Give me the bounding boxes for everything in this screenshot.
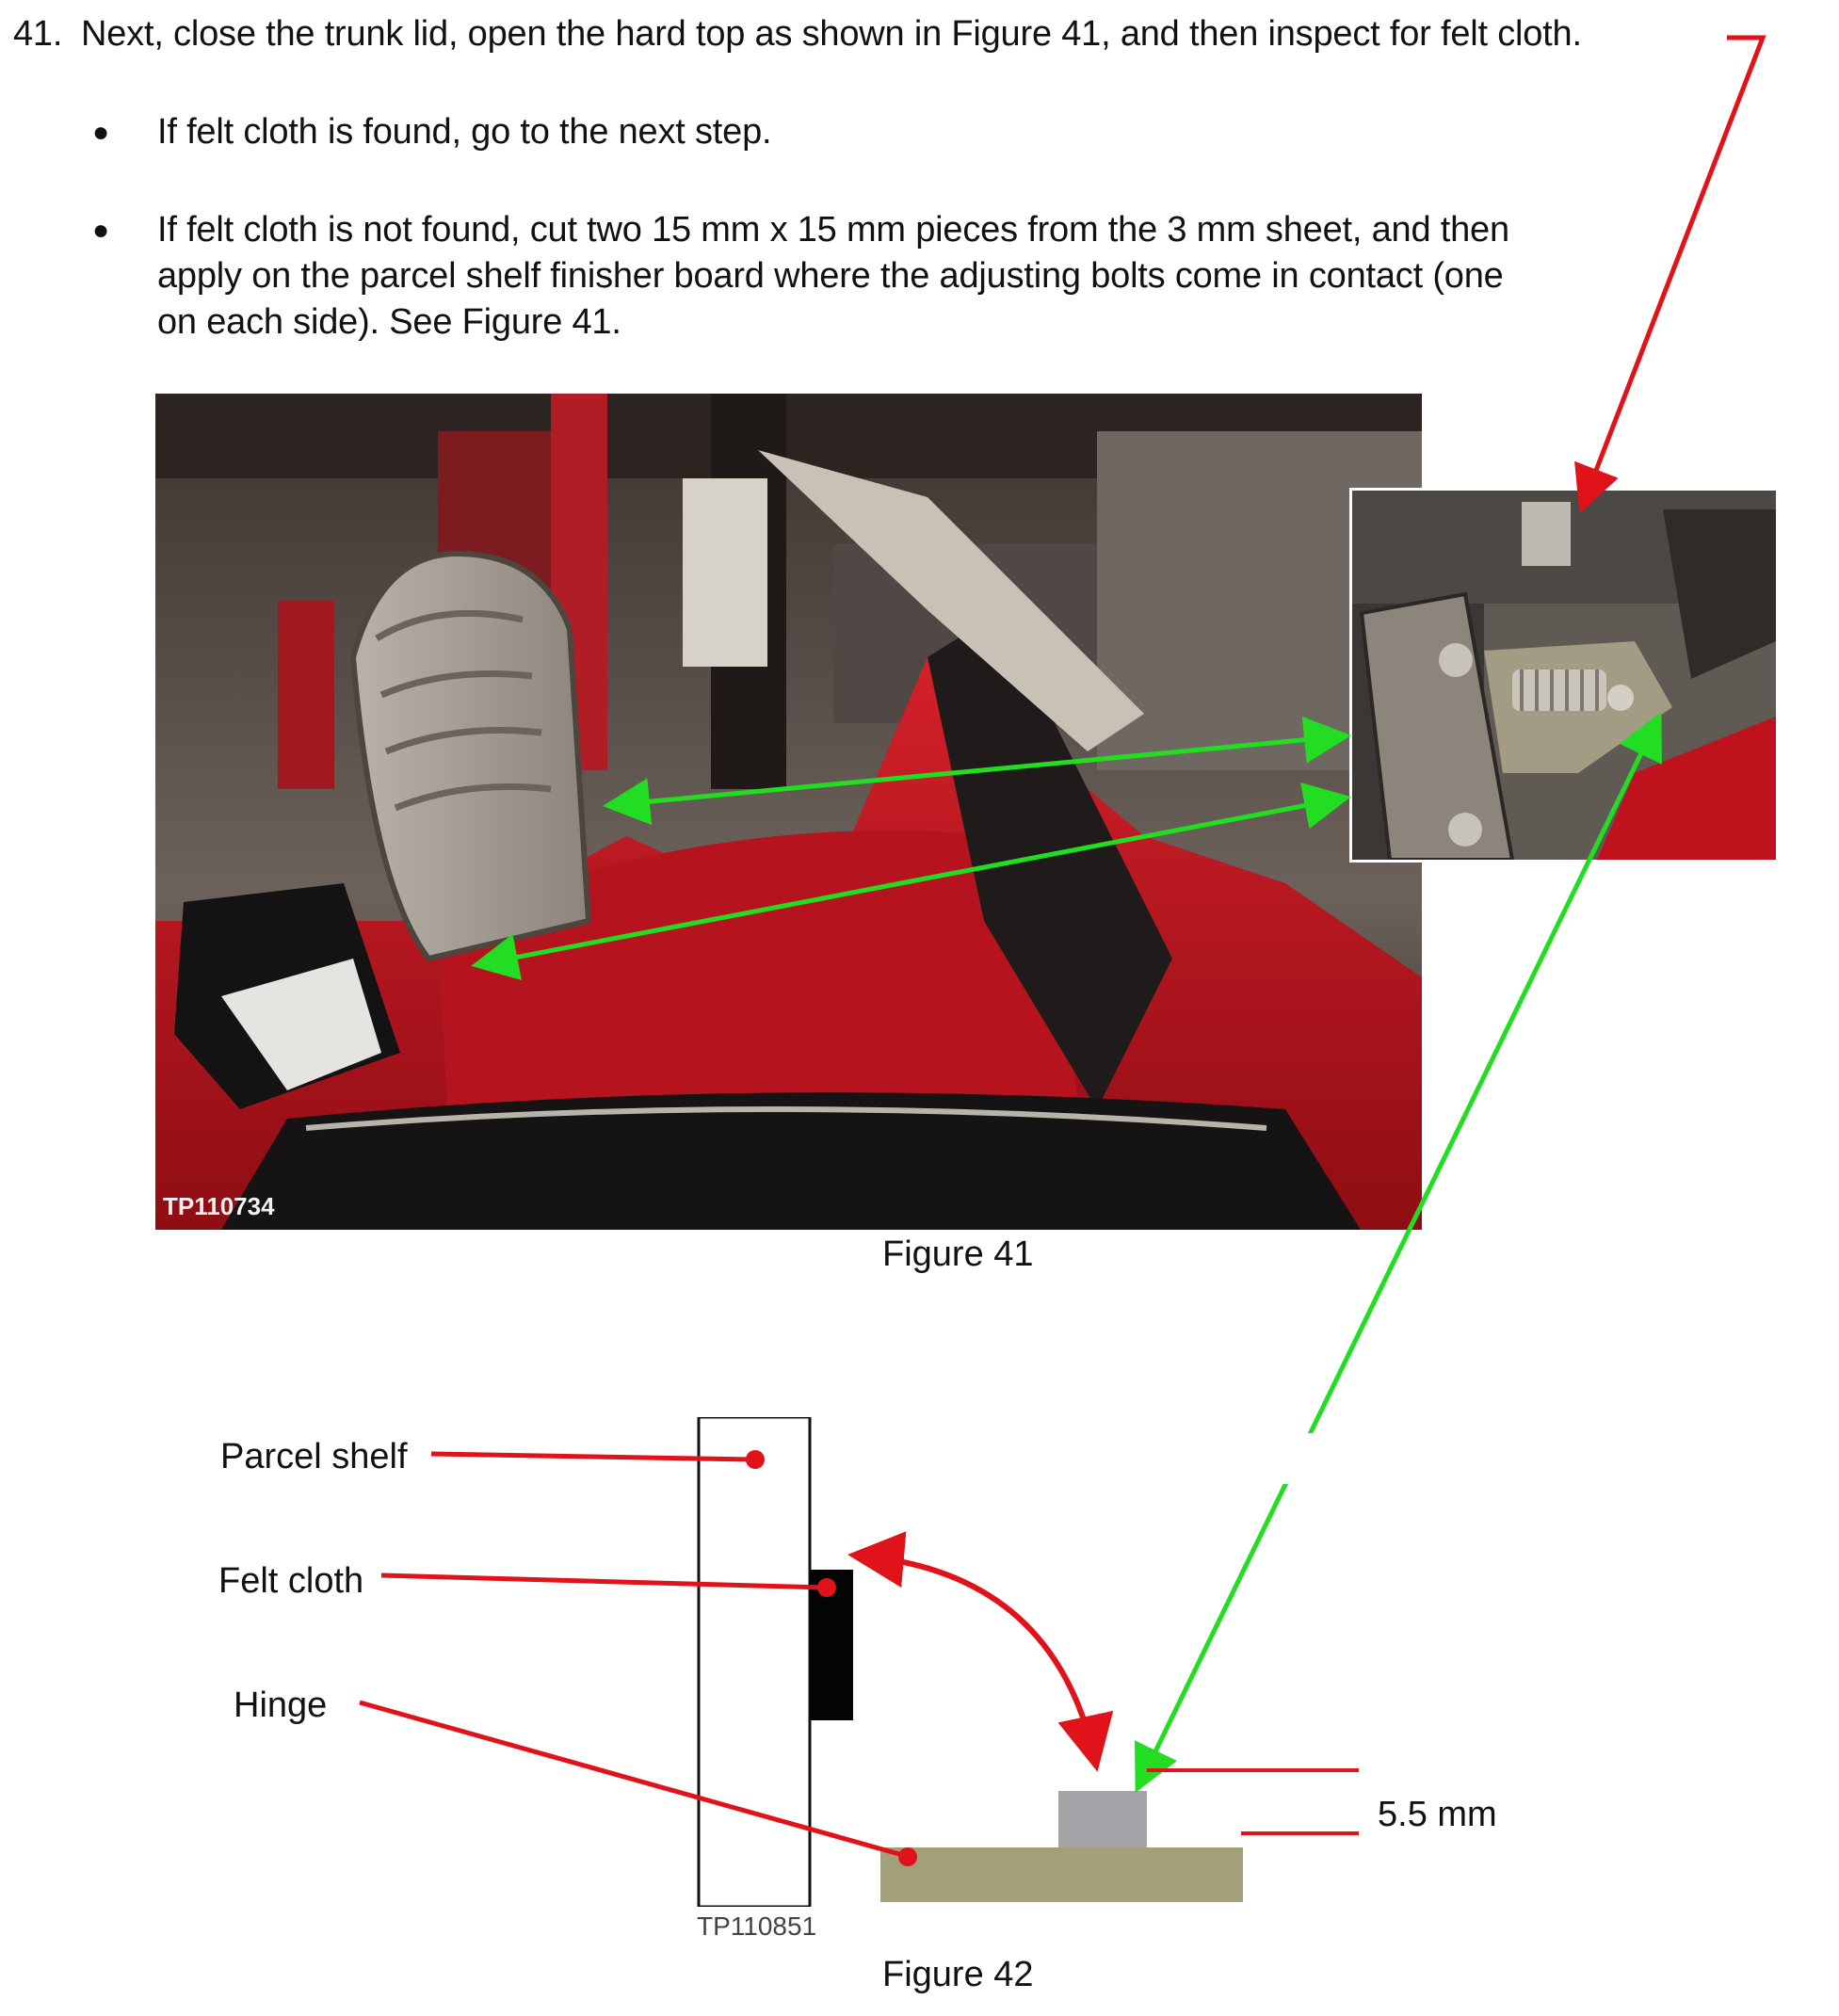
hinge-leader	[360, 1702, 906, 1856]
step-number: 41.	[13, 14, 63, 54]
bullet-dot-icon: ●	[92, 215, 109, 246]
felt-cloth-dot	[817, 1578, 836, 1597]
green-arrow-lower	[480, 798, 1342, 964]
green-arrow-upper	[612, 736, 1342, 805]
parcel-shelf-dot	[746, 1450, 765, 1469]
parcel-shelf-label: Parcel shelf	[220, 1437, 408, 1476]
hinge-dot	[898, 1847, 917, 1866]
bullet-text: If felt cloth is not found, cut two 15 mm x 15 mm pieces from the 3 mm sheet, and then apply on the parcel shelf finisher board where the adjusting bolts come in contact (one on each side). See Figure 41.	[157, 210, 1509, 342]
hinge-label: Hinge	[234, 1685, 328, 1725]
felt-cloth-label: Felt cloth	[218, 1561, 364, 1601]
bullet-text: If felt cloth is found, go to the next step.	[157, 112, 772, 152]
parcel-shelf-leader	[431, 1454, 753, 1460]
contact-curved-arrow	[859, 1556, 1095, 1761]
photo-id-label: TP110734	[163, 1192, 275, 1220]
felt-callout-arrow	[1583, 38, 1763, 505]
green-arrow-bolt	[1139, 720, 1657, 1784]
felt-cloth-leader	[381, 1575, 825, 1588]
bullet-dot-icon: ●	[92, 117, 109, 148]
dimension-label: 5.5 mm	[1378, 1795, 1497, 1834]
figure41-caption: Figure 41	[882, 1234, 1034, 1274]
diagram-id-label: TP110851	[697, 1911, 817, 1941]
step-text: Next, close the trunk lid, open the hard top as shown in Figure 41, and then inspect for felt cloth.	[81, 14, 1582, 54]
figure42-caption: Figure 42	[882, 1955, 1034, 1994]
